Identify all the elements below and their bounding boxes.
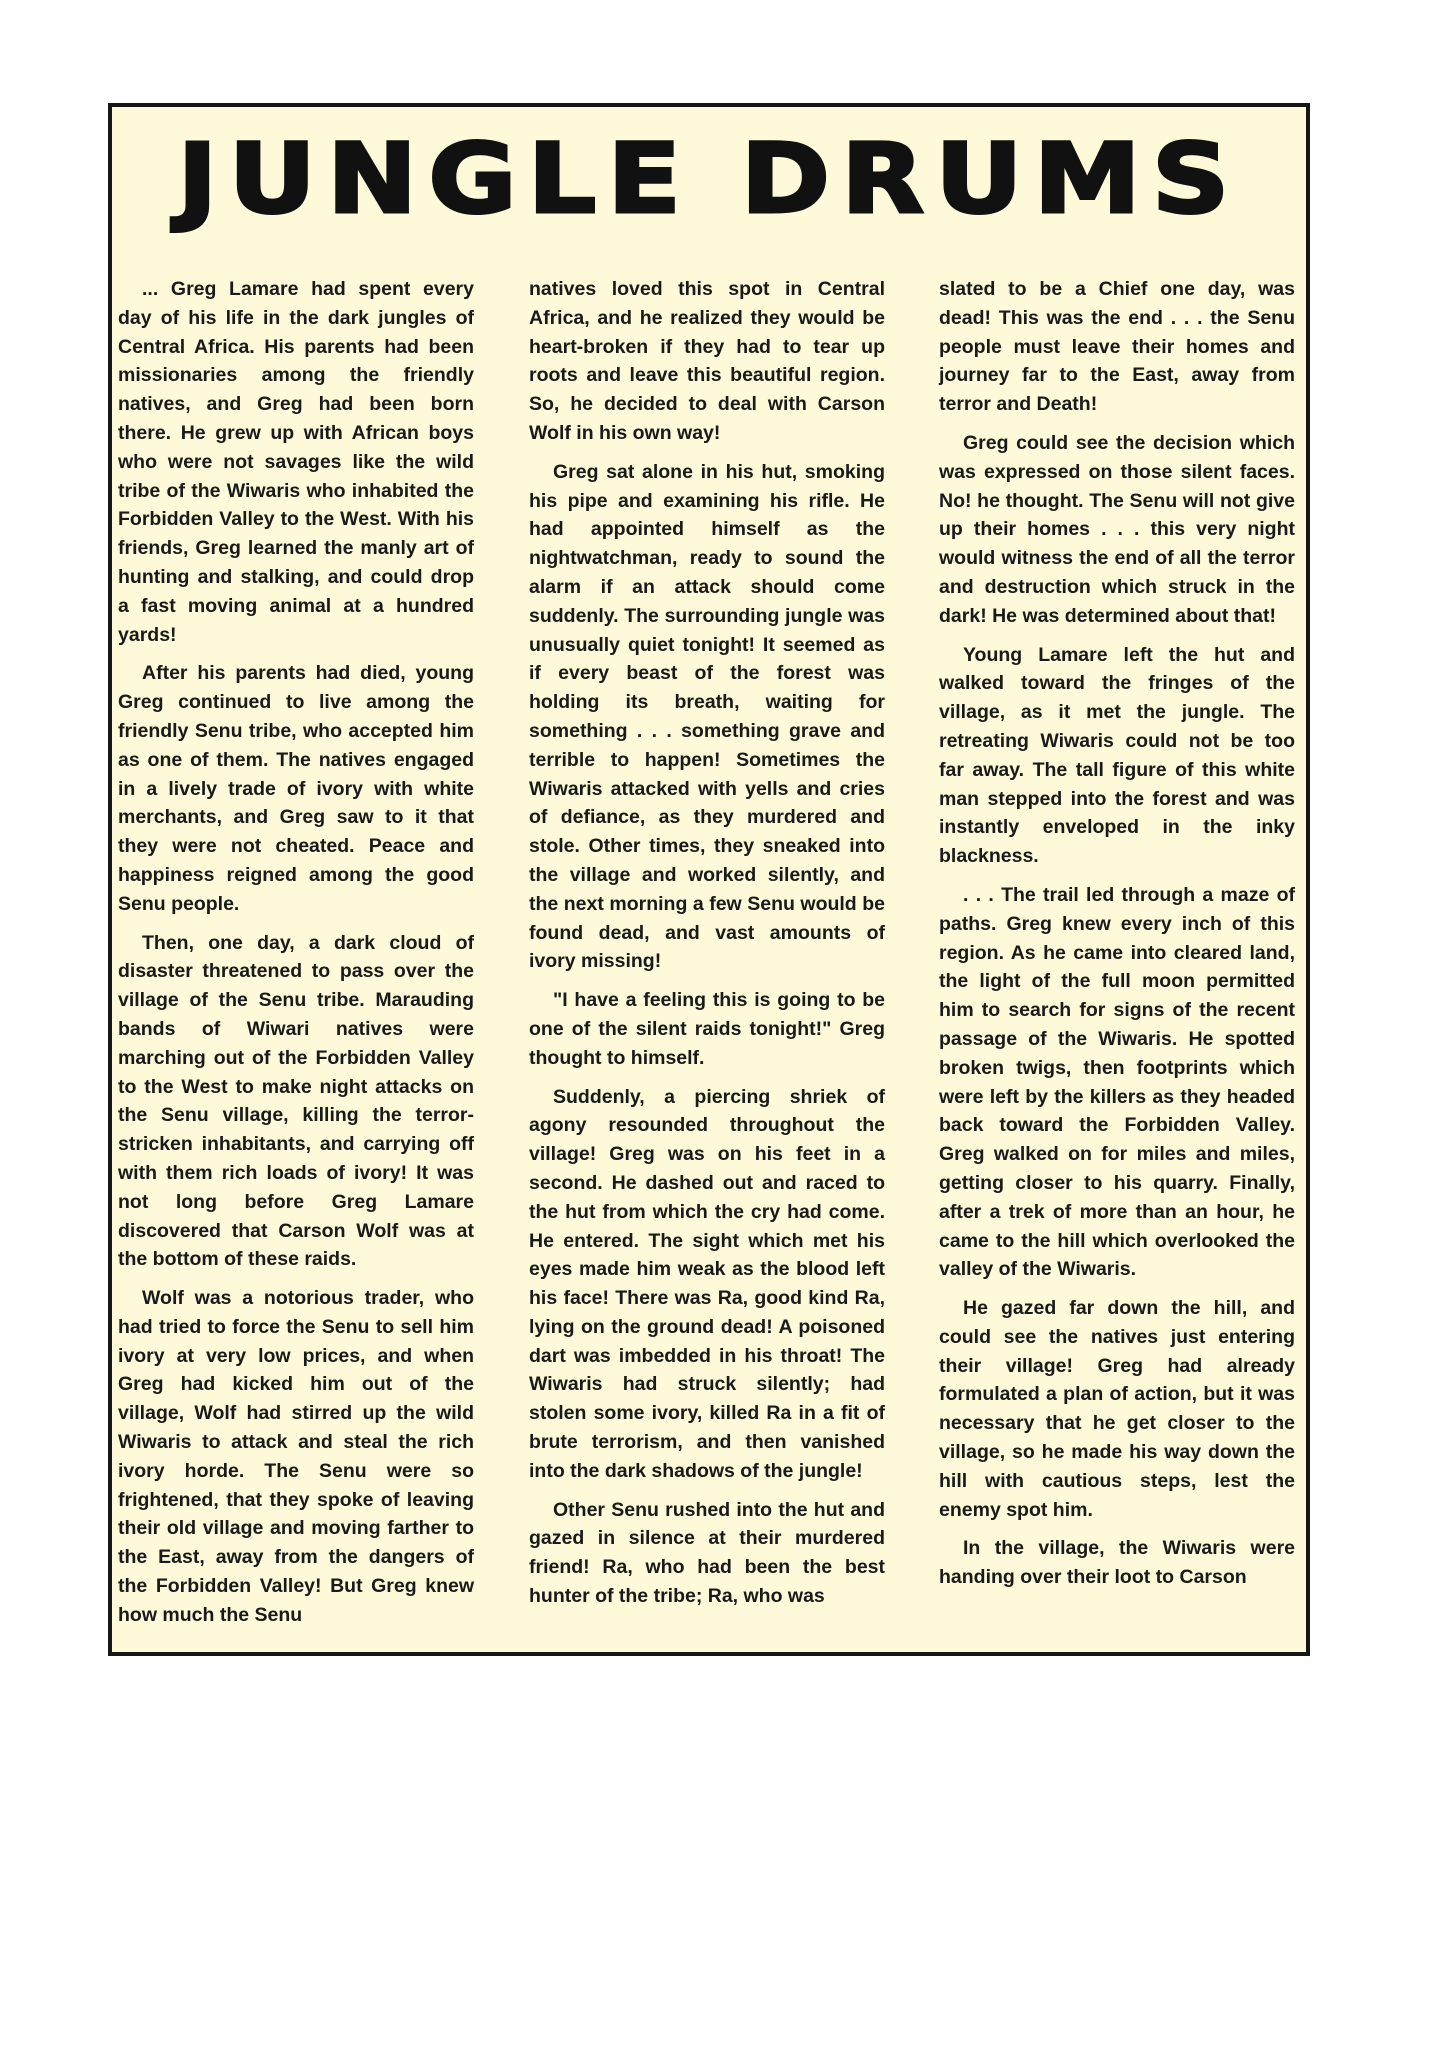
paragraph: Suddenly, a piercing shriek of agony resounded throughout the village! Greg was on his feet in a second. He dashed out and raced to the hut from which the cry had come. He entered. The sight which met his eyes made him weak as the blood left his face! There was Ra, good kind Ra, lying on the ground dead! A poisoned dart was imbedded in his throat! The Wiwaris had struck silently; had stolen some ivory, killed Ra in a fit of brute terrorism, and then vanished into the dark shadows of the jungle! <box>529 1085 885 1482</box>
paragraph: In the village, the Wiwaris were handing over their loot to Carson <box>939 1537 1295 1589</box>
paragraph: Greg sat alone in his hut, smoking his pipe and examining his rifle. He had appointed himself as the nightwatchman, ready to sound the alarm if an attack should come suddenly. The surrounding jungle was unusually quiet tonight! It seemed as if every beast of the forest was holding its breath, waiting for something . . . something grave and terrible to happen! Sometimes the Wiwaris attacked with yells and cries of defiance, as they murdered and stole. Other times, they sneaked into the village and worked silently, and the next morning a few Senu would be found dead, and vast amounts of ivory missing! <box>529 460 885 973</box>
text-column-3 <box>939 275 1295 1602</box>
story-columns <box>112 275 1306 1652</box>
paragraph: natives loved this spot in Central Africa, and he realized they would be heart-broken if they had to tear up roots and leave this beautiful region. So, he decided to deal with Carson Wolf in his own way! <box>529 278 885 444</box>
paragraph: Wolf was a notorious trader, who had tried to force the Senu to sell him ivory at very low prices, and when Greg had kicked him out of the village, Wolf had stirred up the wild Wiwaris to attack and steal the rich ivory horde. The Senu were so frightened, that they spoke of leaving their old village and moving farther to the East, away from the dangers of the Forbidden Valley! But Greg knew how much the Senu <box>118 1287 474 1626</box>
paragraph: "I have a feeling this is going to be one of the silent raids tonight!" Greg thought to himself. <box>529 989 885 1069</box>
paragraph: He gazed far down the hill, and could see the natives just entering their village! Greg had already formulated a plan of action, but it was necessary that he get closer to the village, so he made his way down the hill with cautious steps, lest the enemy spot him. <box>939 1297 1295 1521</box>
paragraph: slated to be a Chief one day, was dead! This was the end . . . the Senu people must leave their homes and journey far to the East, away from terror and Death! <box>939 278 1295 416</box>
paragraph: Young Lamare left the hut and walked toward the fringes of the village, as it met the jungle. The retreating Wiwaris could not be too far away. The tall figure of this white man stepped into the forest and was instantly enveloped in the inky blackness. <box>939 643 1295 868</box>
paragraph: After his parents had died, young Greg continued to live among the friendly Senu tribe, who accepted him as one of them. The natives engaged in a lively trade of ivory with white merchants, and Greg saw to it that they were not cheated. Peace and happiness reigned among the good Senu people. <box>118 662 474 915</box>
paragraph: . . . The trail led through a maze of paths. Greg knew every inch of this region. As he came into cleared land, the light of the full moon permitted him to search for signs of the recent passage of the Wiwaris. He spotted broken twigs, then footprints which were left by the killers as they headed back toward the Forbidden Valley. Greg walked on for miles and miles, getting closer to his quarry. Finally, after a trek of more than an hour, he came to the hill which overlooked the valley of the Wiwaris. <box>939 883 1295 1281</box>
story-title: JUNGLE DRUMS <box>177 123 1241 235</box>
text-column-1 <box>118 275 474 1640</box>
story-page-panel <box>108 103 1310 1656</box>
paragraph: Other Senu rushed into the hut and gazed in silence at their murdered friend! Ra, who had been the best hunter of the tribe; Ra, who was <box>529 1498 885 1608</box>
paragraph: ... Greg Lamare had spent every day of his life in the dark jungles of Central Africa. His parents had been missionaries among the friendly natives, and Greg had been born there. He grew up with African boys who were not savages like the wild tribe of the Wiwaris who inhabited the Forbidden Valley to the West. With his friends, Greg learned the manly art of hunting and stalking, and could drop a fast moving animal at a hundred yards! <box>118 278 474 646</box>
text-column-2 <box>529 275 885 1621</box>
paragraph: Greg could see the decision which was expressed on those silent faces. No! he thought. The Senu will not give up their homes . . . this very night would witness the end of all the terror and destruction which struck in the dark! He was determined about that! <box>939 431 1295 627</box>
paragraph: Then, one day, a dark cloud of disaster threatened to pass over the village of the Senu tribe. Marauding bands of Wiwari natives were marching out of the Forbidden Valley to the West to make night attacks on the Senu village, killing the terror-stricken inhabitants, and carrying off with them rich loads of ivory! It was not long before Greg Lamare discovered that Carson Wolf was at the bottom of these raids. <box>118 931 474 1271</box>
